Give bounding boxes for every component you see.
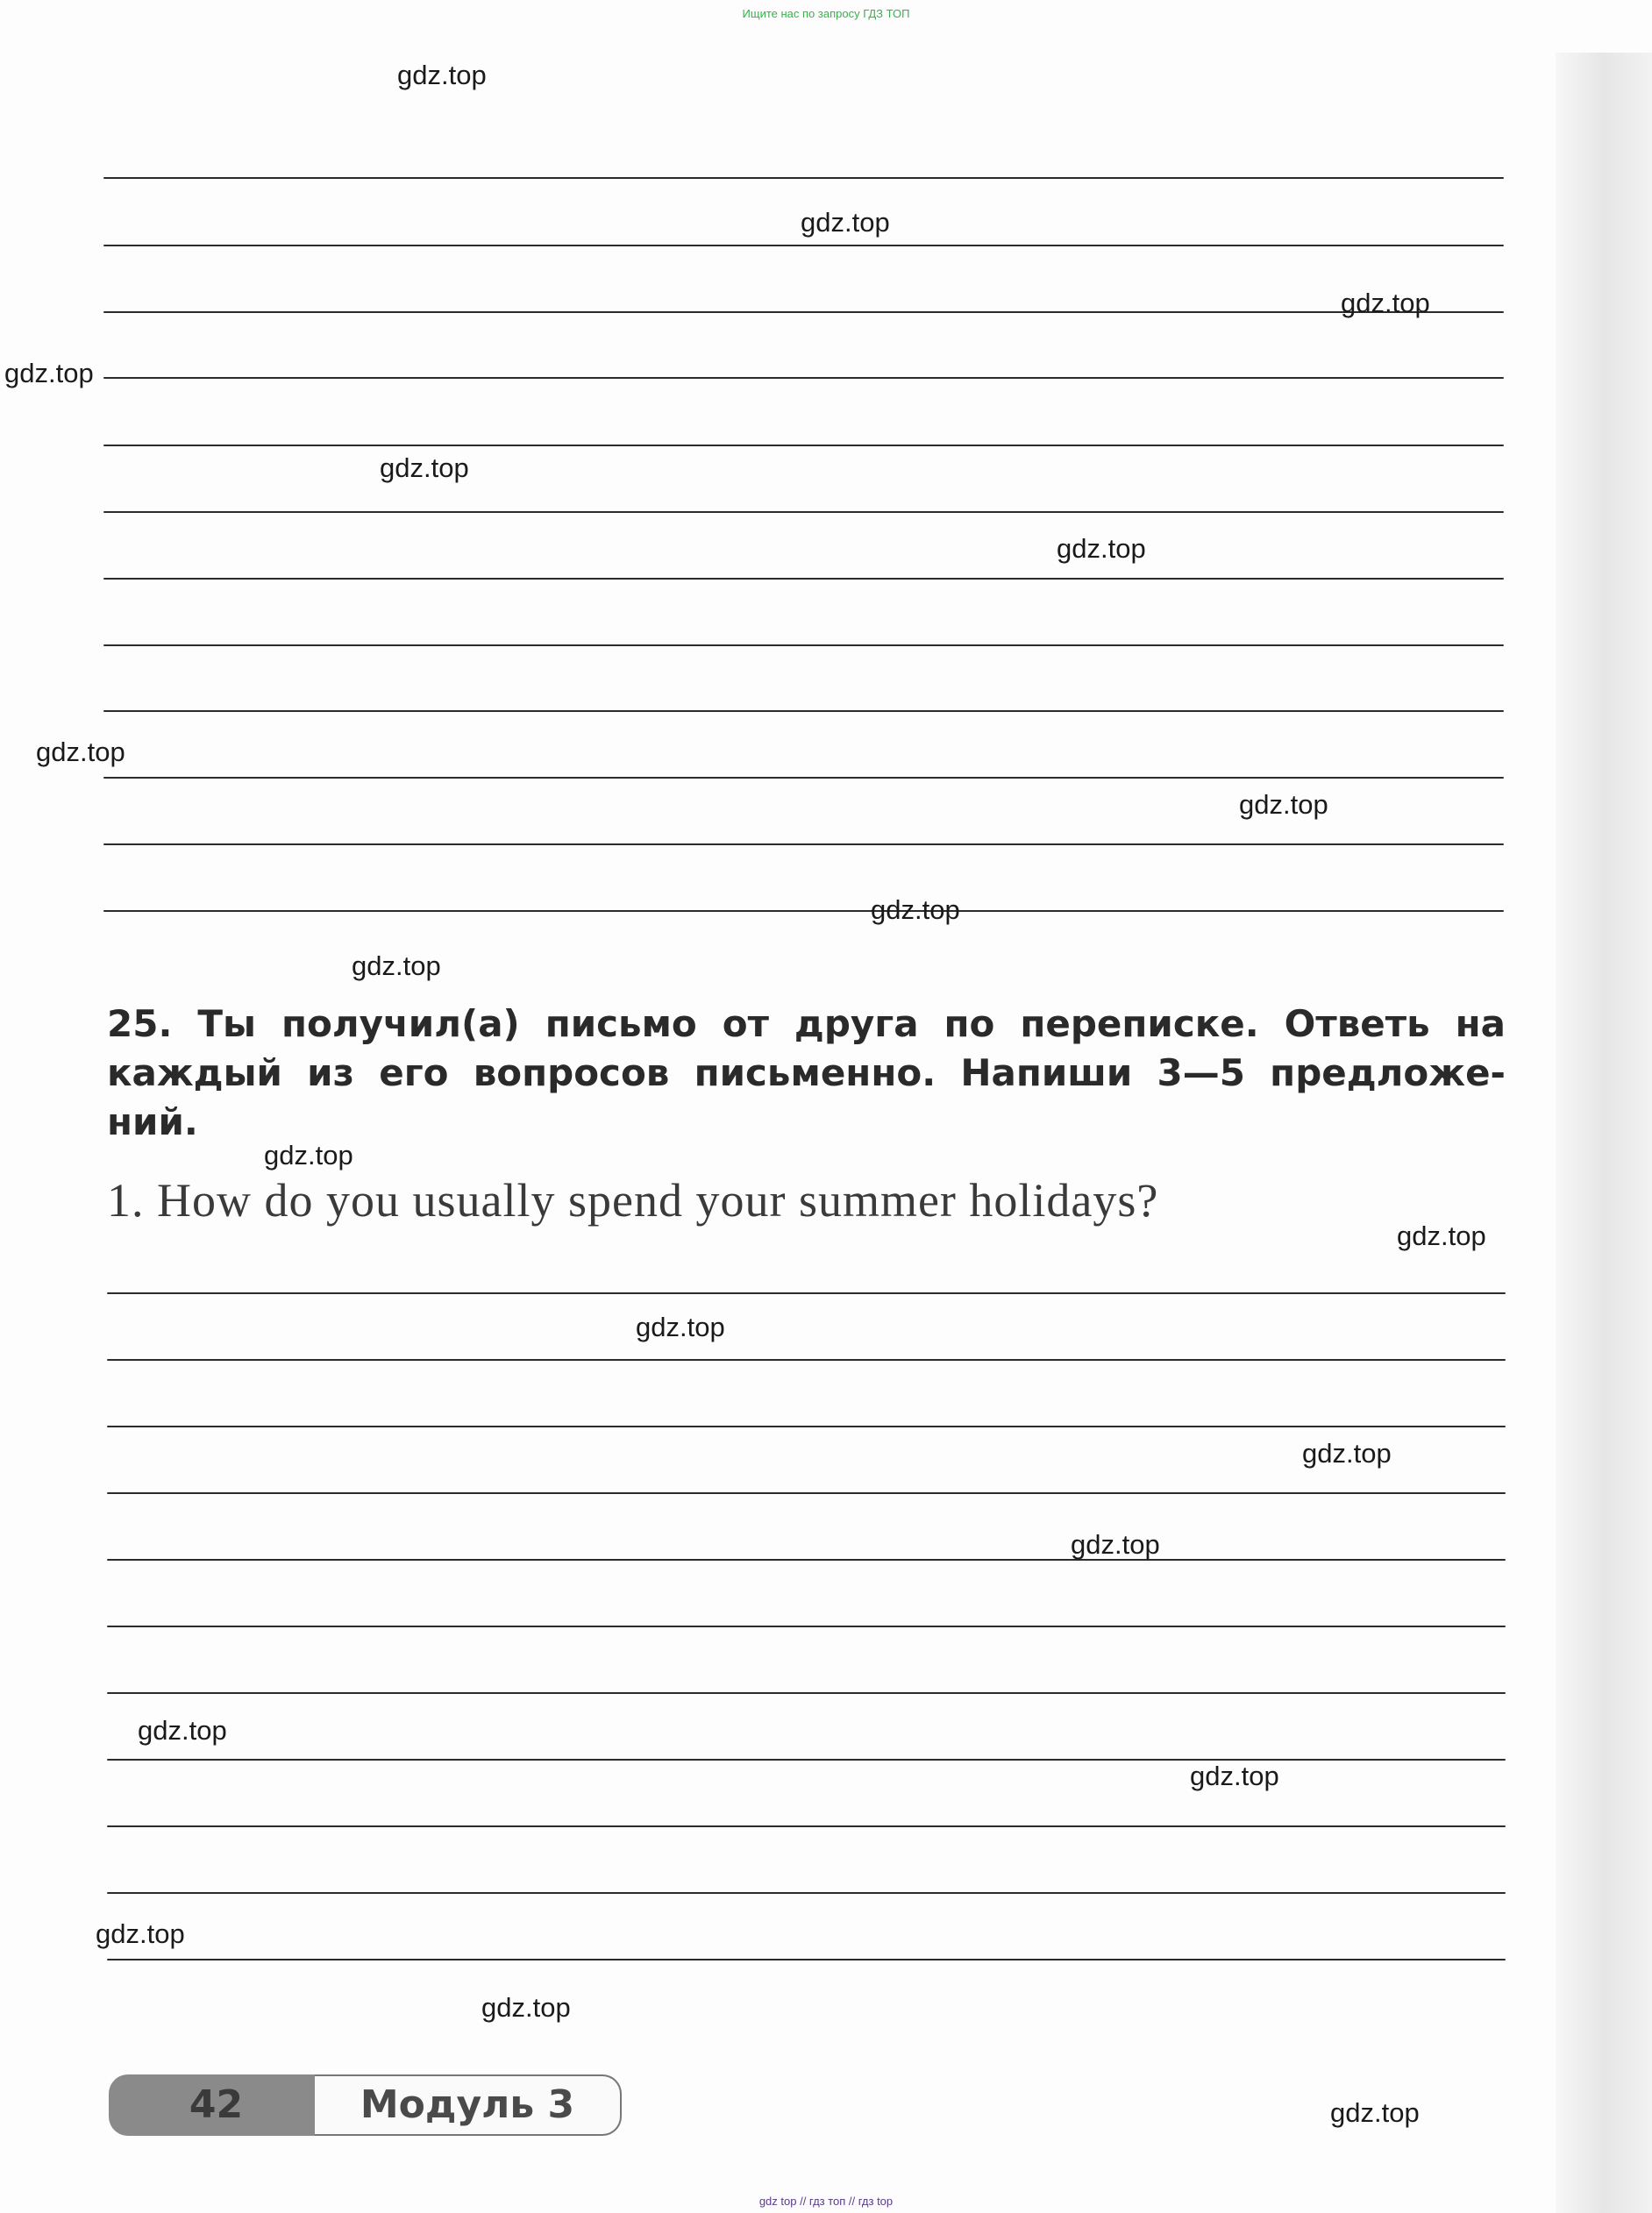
- answer-line: [103, 377, 1504, 379]
- task-25-instruction: 25. Ты получил(а) письмо от друга по переписке. Ответь на каждый из его вопросов письменно. Напиши 3—5 предложе-ний.: [107, 1002, 1506, 1143]
- header-note: Ищите нас по запросу ГДЗ ТОП: [742, 7, 910, 20]
- watermark: gdz.top: [1057, 533, 1146, 564]
- answer-line: [107, 1559, 1506, 1561]
- watermark: gdz.top: [1190, 1761, 1279, 1791]
- watermark: gdz.top: [138, 1715, 227, 1746]
- answer-line: [107, 1759, 1506, 1761]
- watermark: gdz.top: [96, 1918, 185, 1949]
- watermark: gdz.top: [1239, 789, 1328, 820]
- answer-line: [103, 910, 1504, 912]
- answer-line: [103, 311, 1504, 313]
- page-number-text: 42: [189, 2082, 244, 2127]
- watermark: gdz.top: [397, 60, 487, 90]
- answer-line: [103, 445, 1504, 446]
- question-1: 1. How do you usually spend your summer holidays?: [107, 1174, 1159, 1227]
- answer-line: [103, 511, 1504, 513]
- answer-line: [103, 644, 1504, 646]
- watermark: gdz.top: [481, 1992, 571, 2023]
- watermark: gdz.top: [1397, 1220, 1486, 1251]
- answer-line: [107, 1359, 1506, 1361]
- module-label: Модуль 3: [315, 2074, 622, 2136]
- answer-line: [103, 245, 1504, 246]
- footer-note: gdz top // гдз топ // гдз top: [758, 2195, 894, 2208]
- answer-line: [107, 1959, 1506, 1960]
- answer-line: [107, 1426, 1506, 1427]
- watermark: gdz.top: [1302, 1438, 1392, 1469]
- page-edge-shadow: [1556, 53, 1652, 2213]
- answer-line: [107, 1492, 1506, 1494]
- page-number: [109, 2074, 315, 2136]
- answer-line: [107, 1692, 1506, 1694]
- watermark: gdz.top: [1341, 288, 1430, 318]
- watermark: gdz.top: [1071, 1529, 1160, 1560]
- watermark: gdz.top: [264, 1140, 353, 1171]
- watermark: gdz.top: [1330, 2097, 1420, 2128]
- answer-line: [107, 1626, 1506, 1627]
- watermark: gdz.top: [636, 1312, 725, 1342]
- answer-line: [103, 710, 1504, 712]
- page-footer-badge: [109, 2074, 626, 2136]
- answer-line: [103, 578, 1504, 580]
- watermark: gdz.top: [4, 358, 94, 388]
- answer-line: [103, 777, 1504, 779]
- answer-line: [103, 177, 1504, 179]
- watermark: gdz.top: [801, 207, 890, 238]
- watermark: gdz.top: [871, 894, 960, 925]
- answer-line: [107, 1292, 1506, 1294]
- watermark: gdz.top: [380, 452, 469, 483]
- watermark: gdz.top: [352, 950, 441, 981]
- answer-line: [103, 843, 1504, 845]
- answer-line: [107, 1892, 1506, 1894]
- watermark: gdz.top: [36, 736, 125, 767]
- answer-line: [107, 1825, 1506, 1827]
